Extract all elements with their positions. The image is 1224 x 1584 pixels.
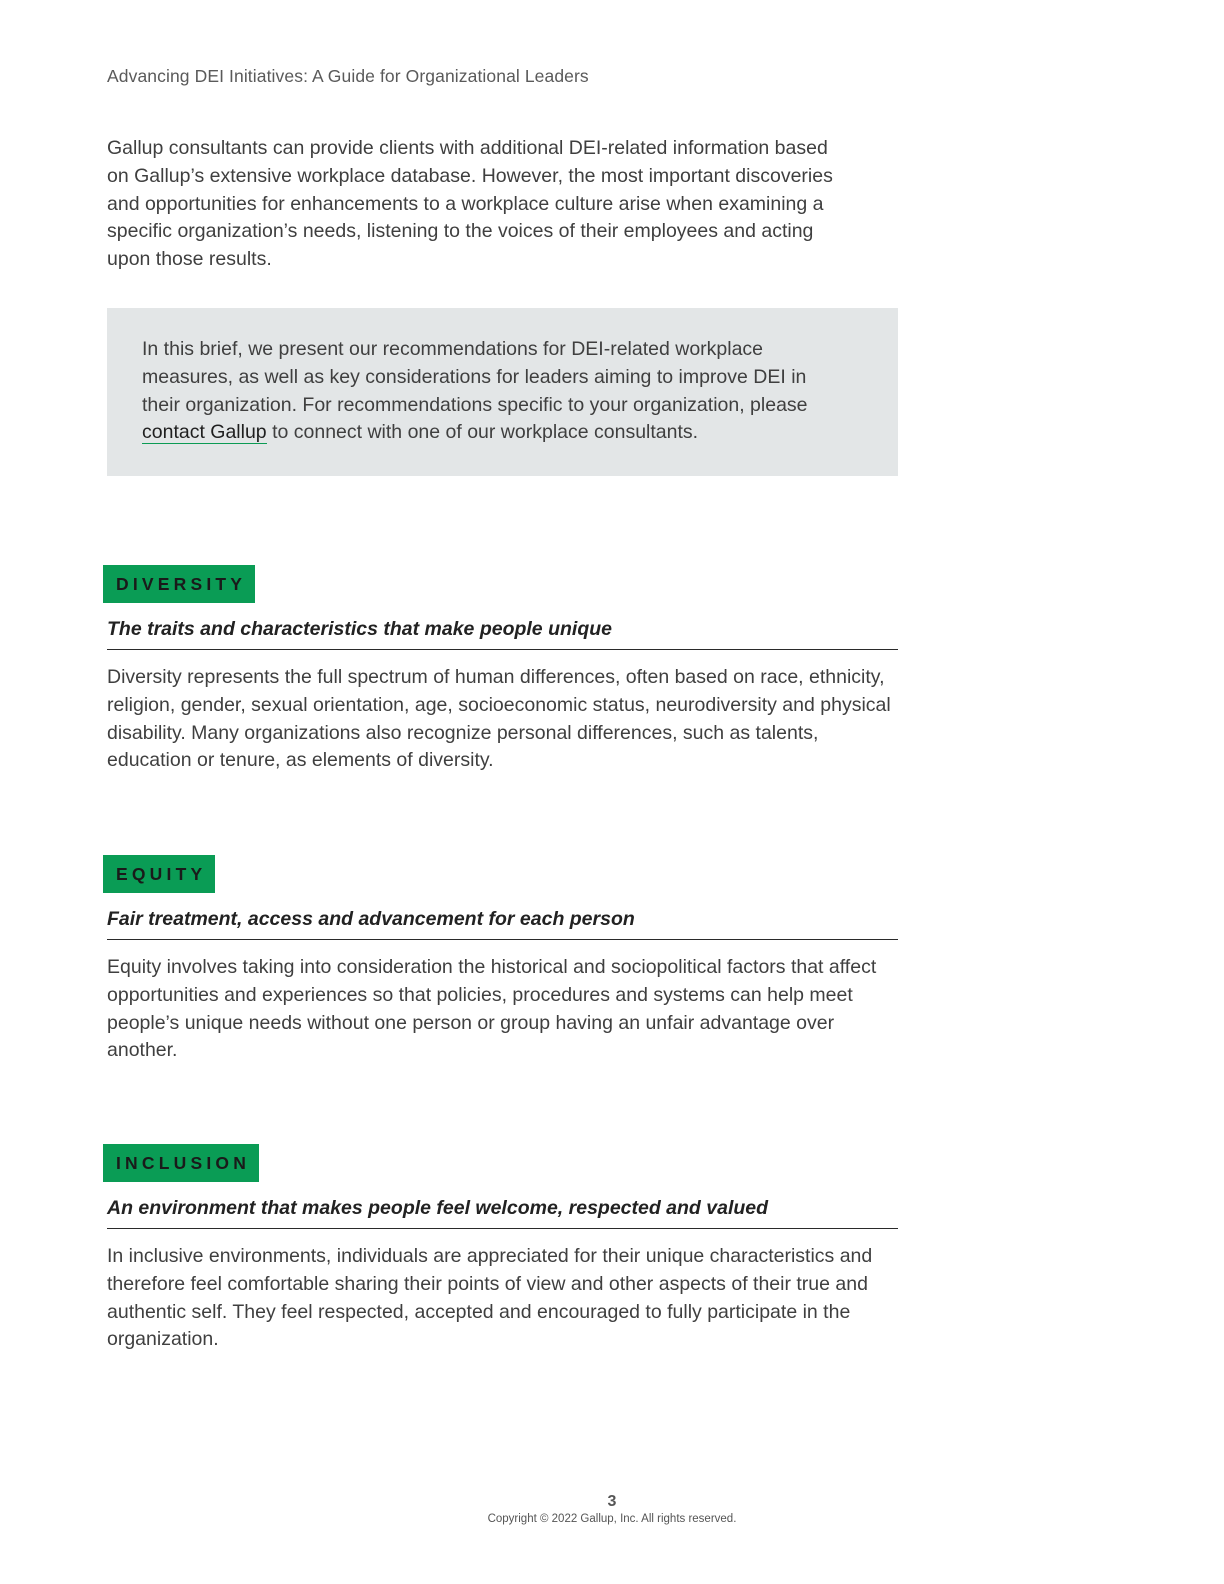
equity-body: Equity involves taking into consideration the historical and sociopolitical factors that affect opportunities and experiences so that policies, procedures and systems can help meet people’s unique needs without one person or group having an unfair advantage over another. [107,956,877,1062]
diversity-body: Diversity represents the full spectrum of human differences, often based on race, ethnicity, religion, gender, sexual orientation, age, socioeconomic status, neurodiversity and physical disability. Many organizations also recognize personal differences, such as talents, education or tenure, as elements of diversity. [107,666,891,772]
inclusion-body: In inclusive environments, individuals are appreciated for their unique characteristics and therefore feel comfortable sharing their points of view and other aspects of their true and authentic self. They feel respected, accepted and encouraged to fully participate in the organization. [107,1245,873,1351]
callout-text-before: In this brief, we present our recommendations for DEI-related workplace measures, as well as key considerations for leaders aiming to improve DEI in their organization. For recommendations specific to your organization, please [142,338,808,416]
section-equity [103,855,898,1065]
inclusion-subtitle: An environment that makes people feel welcome, respected and valued [107,1195,898,1229]
diversity-tag: DIVERSITY [103,565,255,603]
inclusion-tag: INCLUSION [103,1144,259,1182]
page-number: 3 [607,1493,617,1510]
page-footer [0,1492,1224,1527]
callout-box [107,308,898,476]
contact-gallup-link[interactable]: contact Gallup [142,421,267,444]
copyright-notice: Copyright © 2022 Gallup, Inc. All rights reserved. [487,1513,737,1525]
callout-text [142,336,832,447]
callout-text-after: to connect with one of our workplace consultants. [266,421,699,444]
running-header-title: Advancing DEI Initiatives: A Guide for Organizational Leaders [107,66,589,86]
diversity-subtitle: The traits and characteristics that make people unique [107,616,898,650]
section-diversity [103,565,898,775]
equity-tag: EQUITY [103,855,215,893]
intro-paragraph: Gallup consultants can provide clients with additional DEI-related information based on Gallup’s extensive workplace database. However, the most important discoveries and opportunities for enhancements to a workplace culture arise when examining a specific organization’s needs, listening to the voices of their employees and acting upon those results. [107,137,833,271]
section-inclusion [103,1144,898,1354]
equity-subtitle: Fair treatment, access and advancement for each person [107,906,898,940]
